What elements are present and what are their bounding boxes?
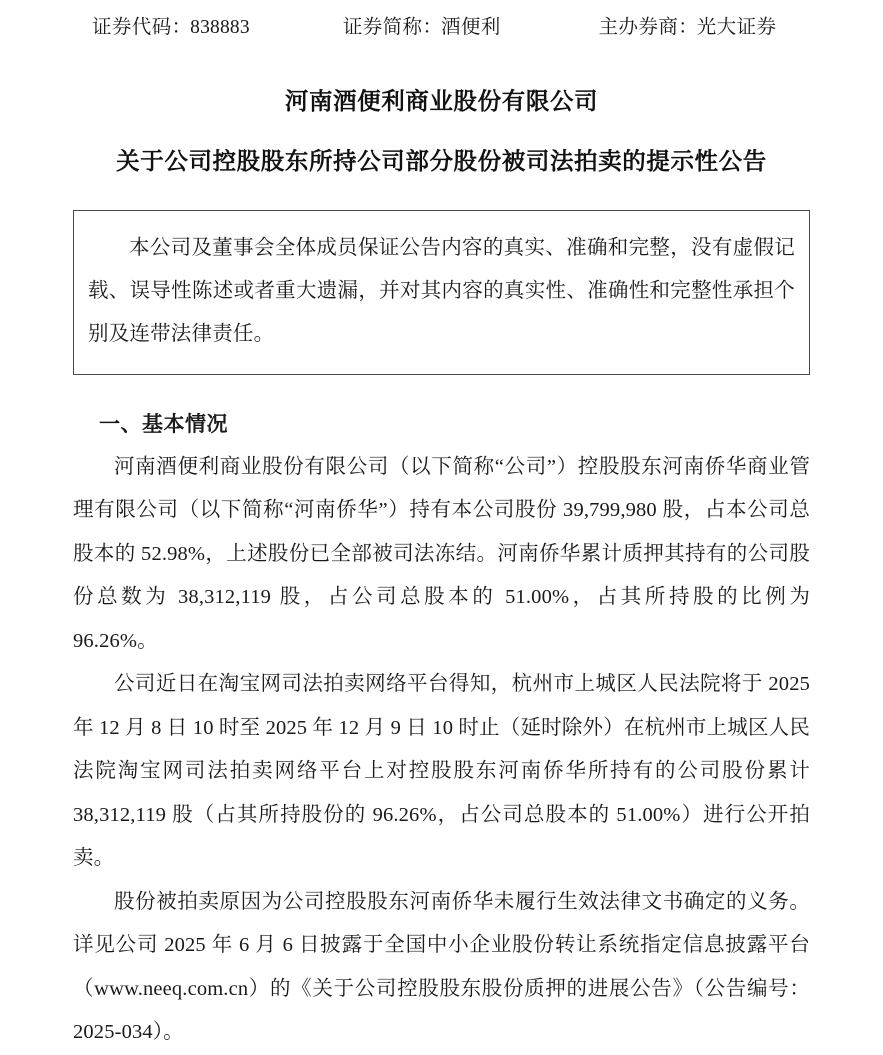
sponsor-broker-value: 光大证券	[696, 17, 777, 38]
security-code-field	[92, 11, 250, 39]
company-name-title: 河南酒便利商业股份有限公司	[284, 89, 599, 115]
security-abbr-value: 酒便利	[440, 17, 501, 38]
section-heading-basic-info: 一、基本情况	[99, 412, 228, 437]
security-code-colon: ：	[171, 17, 191, 38]
security-abbr-label: 证券简称	[342, 17, 423, 38]
paragraph-auction-schedule: 公司近日在淘宝网司法拍卖网络平台得知，杭州市上城区人民法院将于 2025 年 12 月 8 日 10 时至 2025 年 12 月 9 日 10 时止（延时除外）在杭州市上城区人民法院淘宝网司法拍卖网络平台上对控股股东河南侨华所持有的公司股份累计 38,312,119 股（占其所持股份的 96.26%，占公司总股本的 51.00%）进行公开拍卖。	[73, 673, 810, 870]
security-abbr-field	[343, 11, 501, 39]
security-code-value: 838883	[190, 17, 250, 38]
disclaimer-box	[73, 210, 810, 375]
sponsor-broker-field	[599, 11, 777, 39]
security-code-label: 证券代码	[92, 17, 172, 38]
paragraph-auction-reason: 股份被拍卖原因为公司控股股东河南侨华未履行生效法律文书确定的义务。详见公司 2025 年 6 月 6 日披露于全国中小企业股份转让系统指定信息披露平台（www.neeq.com.cn）的《关于公司控股股东股份质押的进展公告》（公告编号：2025-034）。	[73, 890, 810, 1044]
announcement-subject-title: 关于公司控股股东所持公司部分股份被司法拍卖的提示性公告	[116, 149, 767, 176]
sponsor-broker-colon: ：	[678, 17, 697, 38]
disclaimer-text: 本公司及董事会全体成员保证公告内容的真实、准确和完整，没有虚假记载、误导性陈述或者重大遗漏，并对其内容的真实性、准确性和完整性承担个别及连带法律责任。	[88, 237, 795, 346]
sponsor-broker-label: 主办券商	[598, 17, 679, 38]
document-header	[64, 0, 819, 39]
title-block	[64, 88, 819, 176]
security-abbr-colon: ：	[422, 17, 441, 38]
paragraph-shareholding-details: 河南酒便利商业股份有限公司（以下简称“公司”）控股股东河南侨华商业管理有限公司（以下简称“河南侨华”）持有本公司股份 39,799,980 股，占本公司总股本的 52.98%，上述股份已全部被司法冻结。河南侨华累计质押其持有的公司股份总数为 38,312,119 股，占公司总股本的 51.00%，占其所持股的比例为 96.26%。	[73, 455, 810, 652]
